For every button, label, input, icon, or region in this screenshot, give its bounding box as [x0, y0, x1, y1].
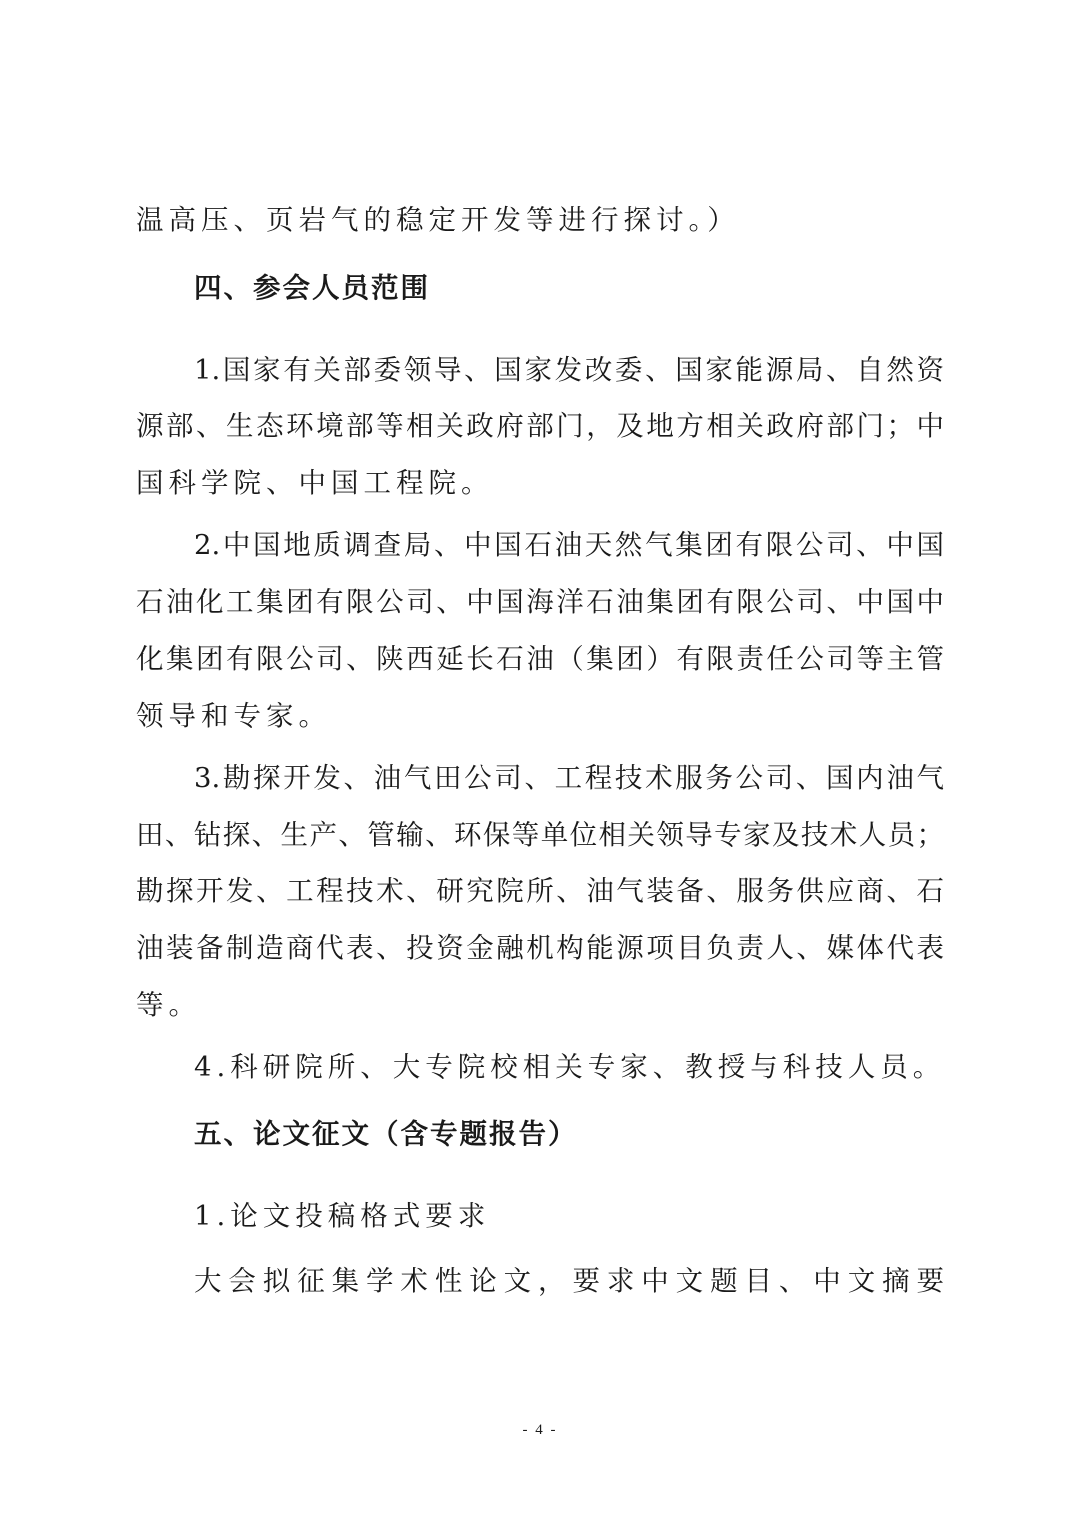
item-4-line-1: 4.科研院所、大专院校相关专家、教授与科技人员。	[194, 1051, 946, 1083]
item-3-line-3: 勘探开发、工程技术、研究院所、油气装备、服务供应商、石	[136, 875, 944, 907]
item-2-line-4: 领导和专家。	[136, 700, 331, 732]
item-3-line-2: 田、钻探、生产、管输、环保等单位相关领导专家及技术人员；	[136, 819, 944, 851]
continuation-text: 温高压、页岩气的稳定开发等进行探讨。）	[136, 204, 740, 236]
item-3-line-5: 等。	[136, 989, 201, 1021]
item-1-line-2: 源部、生态环境部等相关政府部门，及地方相关政府部门；中	[136, 410, 944, 442]
section-heading-4: 四、参会人员范围	[194, 272, 430, 304]
section-heading-5: 五、论文征文（含专题报告）	[194, 1118, 578, 1150]
item-2-line-3: 化集团有限公司、陕西延长石油（集团）有限责任公司等主管	[136, 643, 944, 675]
item-3-line-4: 油装备制造商代表、投资金融机构能源项目负责人、媒体代表	[136, 932, 944, 964]
item-2-line-1: 2.中国地质调查局、中国石油天然气集团有限公司、中国	[194, 529, 944, 561]
item-2-line-2: 石油化工集团有限公司、中国海洋石油集团有限公司、中国中	[136, 586, 944, 618]
item-1-line-3: 国科学院、中国工程院。	[136, 467, 494, 499]
subheading-1: 1.论文投稿格式要求	[194, 1200, 491, 1232]
item-1-line-1: 1.国家有关部委领导、国家发改委、国家能源局、自然资	[194, 354, 944, 386]
page-number: - 4 -	[522, 1422, 558, 1438]
item-3-line-1: 3.勘探开发、油气田公司、工程技术服务公司、国内油气	[194, 762, 944, 794]
paragraph-1-line-1: 大会拟征集学术性论文，要求中文题目、中文摘要	[194, 1265, 944, 1297]
